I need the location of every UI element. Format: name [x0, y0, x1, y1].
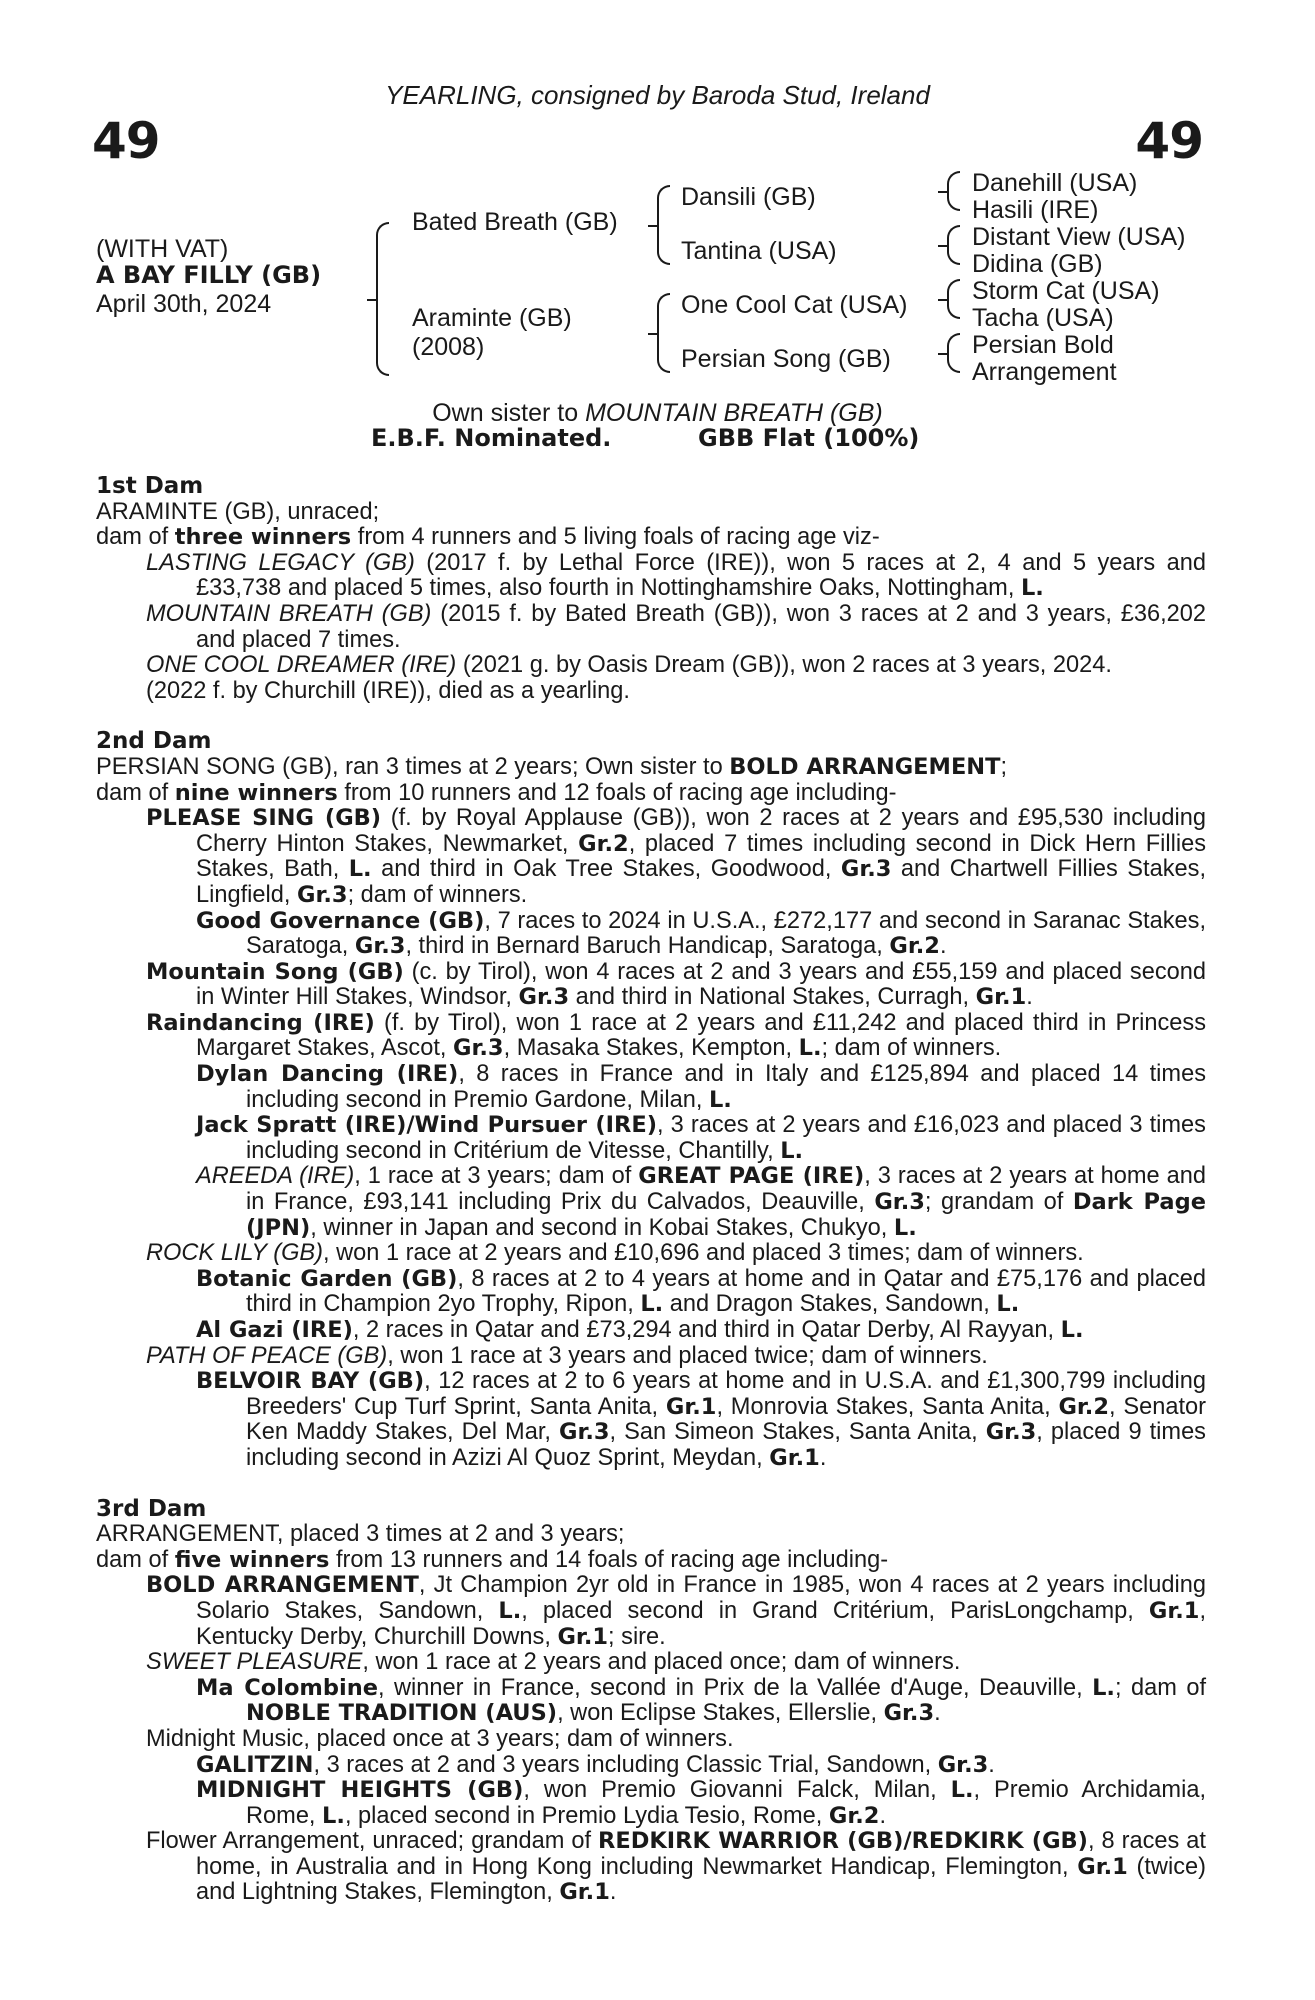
horse-name: A BAY FILLY (GB)	[96, 261, 322, 289]
family-entry	[96, 679, 1206, 705]
text-run: ARRANGEMENT, placed 3 times at 2 and 3 years;	[96, 1521, 625, 1548]
pedigree-dam-sire: One Cool Cat (USA)	[681, 291, 908, 319]
text-run: .	[988, 1751, 995, 1778]
pedigree-gen3-5: Storm Cat (USA)	[972, 277, 1160, 305]
family-entry	[96, 1573, 1206, 1650]
bold-text: Dylan Dancing (IRE)	[196, 1061, 459, 1088]
text-run: , Kentucky Derby, Churchill Downs,	[196, 1597, 1206, 1650]
bold-text: Gr.2	[1058, 1393, 1109, 1420]
bold-text: L.	[498, 1597, 522, 1624]
text-run: , Masaka Stakes, Kempton,	[503, 1035, 799, 1062]
text-run: , placed 7 times including second in Dick Hern Fillies Stakes, Bath,	[196, 830, 1206, 883]
bold-text: L.	[996, 1291, 1020, 1318]
bold-text: GALITZIN	[196, 1751, 314, 1778]
bold-text: Al Gazi (IRE)	[196, 1317, 353, 1343]
bold-text: PLEASE SING (GB)	[146, 805, 382, 832]
brace-persian-song	[947, 333, 960, 373]
text-run: and third in National Stakes, Curragh,	[569, 984, 976, 1011]
bold-text: BELVOIR BAY (GB)	[196, 1368, 425, 1395]
text-run: , placed second in Premio Lydia Tesio, Rome,	[344, 1802, 829, 1829]
text-run: , won 1 race at 2 years and placed once; dam of winners.	[362, 1649, 961, 1676]
family-details	[96, 474, 1206, 1906]
pedigree-gen3-2: Hasili (IRE)	[972, 196, 1099, 224]
text-run: , won 1 race at 2 years and £10,696 and placed 3 times; dam of winners.	[323, 1240, 1084, 1267]
text-run: , 3 races at 2 years at home and in France, £93,141 including Prix du Calvados, Deauville,	[246, 1163, 1207, 1216]
bold-text: REDKIRK WARRIOR (GB)/REDKIRK (GB)	[598, 1828, 1088, 1855]
italic-text: LASTING LEGACY (GB)	[146, 549, 415, 576]
own-sister-prefix: Own sister to	[432, 399, 586, 427]
pedigree-dam: Araminte (GB)	[412, 304, 572, 332]
family-entry	[96, 1727, 1206, 1753]
bold-text: L.	[1092, 1674, 1115, 1701]
bold-text: three winners	[174, 524, 352, 551]
text-run: , 12 races at 2 to 6 years at home and in U.S.A. and £1,300,799 including Breeders' Cup Turf Sprint, Santa Anita,	[246, 1368, 1207, 1420]
text-run: (f. by Tirol), won 1 race at 2 years and £11,242 and placed third in Princess Margaret Stakes, Ascot,	[196, 1009, 1206, 1062]
bold-text: NOBLE TRADITION (AUS)	[246, 1700, 558, 1727]
bold-text: L.	[1060, 1317, 1084, 1343]
bold-text: MIDNIGHT HEIGHTS (GB)	[196, 1777, 524, 1804]
bold-text: L.	[322, 1802, 345, 1829]
bold-text: GREAT PAGE (IRE)	[638, 1163, 865, 1190]
bold-text: Gr.2	[578, 830, 629, 857]
bold-text: Gr.1	[769, 1444, 820, 1471]
family-entry	[96, 1344, 1206, 1370]
family-entry	[96, 1676, 1206, 1727]
text-run: , Jt Champion 2yr old in France in 1985, won 4 races at 2 years including Solario Stakes, Sandown,	[196, 1572, 1206, 1624]
italic-text: AREEDA (IRE)	[196, 1163, 355, 1190]
brace-tantina	[947, 225, 960, 265]
text-run: , placed 9 times including second in Azizi Al Quoz Sprint, Meydan,	[246, 1419, 1206, 1471]
family-entry	[96, 1650, 1206, 1676]
bold-text: Good Governance (GB)	[196, 907, 485, 934]
bold-text: Gr.3	[518, 984, 570, 1011]
text-run: (2015 f. by Bated Breath (GB)), won 3 races at 2 and 3 years, £36,202 and placed 7 times.	[196, 600, 1206, 653]
third-dam-heading: 3rd Dam	[96, 1495, 207, 1522]
bold-text: BOLD ARRANGEMENT	[146, 1572, 419, 1599]
bold-text: L.	[780, 1137, 804, 1164]
family-entry	[96, 551, 1206, 602]
bold-text: Ma Colombine	[196, 1674, 378, 1701]
text-run: .	[609, 1879, 617, 1906]
second-dam-heading: 2nd Dam	[96, 728, 212, 755]
family-entry	[96, 1241, 1206, 1267]
family-entry	[96, 1369, 1206, 1471]
bold-text: Gr.2	[889, 933, 940, 960]
text-run: and Dragon Stakes, Sandown,	[663, 1291, 997, 1318]
bold-text: L.	[708, 1086, 732, 1113]
text-run: .	[879, 1802, 886, 1829]
family-entry	[96, 960, 1206, 1011]
family-entry	[96, 1753, 1206, 1779]
text-run: dam of	[96, 779, 175, 806]
bold-text: Gr.3	[874, 1189, 925, 1216]
text-run: ; dam of winners.	[347, 881, 528, 908]
bold-text: Gr.3	[453, 1035, 504, 1062]
text-run: , won Premio Giovanni Falck, Milan,	[523, 1777, 951, 1804]
pedigree-gen3-4: Didina (GB)	[972, 250, 1103, 278]
italic-text: ROCK LILY (GB)	[146, 1240, 324, 1267]
bold-text: L.	[640, 1291, 664, 1318]
family-entry	[96, 1548, 1206, 1574]
family-entry	[96, 525, 1206, 551]
bold-text: Jack Spratt (IRE)/Wind Pursuer (IRE)	[196, 1112, 657, 1139]
text-run: PERSIAN SONG (GB), ran 3 times at 2 years; Own sister to	[96, 753, 730, 780]
vat-note: (WITH VAT)	[96, 235, 229, 263]
bold-text: Gr.3	[937, 1751, 989, 1778]
pedigree-gen3-8: Arrangement	[972, 358, 1117, 386]
text-run: , won Eclipse Stakes, Ellerslie,	[557, 1700, 884, 1727]
lot-number-right: 49	[1135, 112, 1203, 170]
family-entry	[96, 1318, 1206, 1344]
text-run: , 7 races to 2024 in U.S.A., £272,177 and second in Saranac Stakes, Saratoga,	[246, 907, 1206, 960]
bold-text: BOLD ARRANGEMENT	[729, 753, 1001, 780]
bold-text: Gr.1	[557, 1623, 609, 1650]
brace-parents	[376, 222, 389, 376]
pedigree-dam-year: (2008)	[412, 333, 485, 361]
bold-text: five winners	[174, 1546, 330, 1573]
brace-dansili	[947, 171, 960, 211]
text-run: , placed second in Grand Critérium, ParisLongchamp,	[521, 1597, 1149, 1624]
bold-text: Gr.1	[1148, 1597, 1200, 1624]
bold-text: L.	[893, 1214, 917, 1241]
text-run: , winner in Japan and second in Kobai Stakes, Chukyo,	[310, 1214, 894, 1241]
bold-text: L.	[950, 1777, 974, 1804]
pedigree-gen3-1: Danehill (USA)	[972, 169, 1138, 197]
pedigree-gen3-7: Persian Bold	[972, 331, 1114, 359]
text-run: , 8 races at home, in Australia and in Hong Kong including Newmarket Handicap, Flemington,	[196, 1828, 1206, 1880]
text-run: and Chartwell Fillies Stakes, Lingfield,	[196, 856, 1206, 908]
italic-text: ONE COOL DREAMER (IRE)	[146, 652, 457, 679]
text-run: and third in Oak Tree Stakes, Goodwood,	[371, 856, 841, 883]
text-run: .	[934, 1700, 941, 1727]
family-entry	[96, 909, 1206, 960]
text-run: (f. by Royal Applause (GB)), won 2 races at 2 years and £95,530 including Cherry Hinton Stakes, Newmarket,	[196, 805, 1206, 857]
text-run: .	[939, 933, 947, 960]
family-entry	[96, 781, 1206, 807]
text-run: , won 1 race at 3 years and placed twice; dam of winners.	[387, 1342, 988, 1369]
text-run: (2021 g. by Oasis Dream (GB)), won 2 races at 3 years, 2024.	[456, 652, 1112, 679]
text-run: ; grandam of	[924, 1189, 1073, 1216]
text-run: (2017 f. by Lethal Force (IRE)), won 5 races at 2, 4 and 5 years and £33,738 and placed 5 times, also fourth in Nottinghamshire Oaks, Nottingham,	[196, 549, 1206, 602]
pedigree-gen3-3: Distant View (USA)	[972, 223, 1186, 251]
gbb-flat: GBB Flat (100%)	[698, 424, 920, 452]
family-entry	[96, 1113, 1206, 1164]
text-run: from 4 runners and 5 living foals of racing age viz-	[351, 524, 880, 551]
family-entry	[96, 1778, 1206, 1829]
bold-text: Gr.3	[558, 1419, 610, 1446]
bold-text: L.	[348, 856, 372, 883]
bold-text: Gr.1	[559, 1879, 610, 1906]
pedigree-sire-sire: Dansili (GB)	[681, 183, 816, 211]
pedigree-dam-dam: Persian Song (GB)	[681, 345, 891, 373]
text-run: from 10 runners and 12 foals of racing age including-	[337, 779, 897, 806]
bold-text: Gr.1	[1077, 1853, 1128, 1880]
pedigree-sire: Bated Breath (GB)	[412, 208, 618, 236]
bold-text: Gr.3	[985, 1419, 1037, 1446]
bold-text: Dark Page (JPN)	[246, 1189, 1206, 1241]
text-run: , Monrovia Stakes, Santa Anita,	[716, 1393, 1059, 1420]
text-run: , 3 races at 2 years and £16,023 and placed 3 times including second in Critérium de Vitesse, Chantilly,	[246, 1112, 1206, 1164]
text-run: (c. by Tirol), won 4 races at 2 and 3 years and £55,159 and placed second in Winter Hill Stakes, Windsor,	[196, 958, 1206, 1011]
family-entry	[96, 1522, 1206, 1548]
family-entry	[96, 1011, 1206, 1062]
family-entry	[96, 806, 1206, 908]
family-entry	[96, 602, 1206, 653]
text-run: , 8 races at 2 to 4 years at home and in Qatar and £75,176 and placed third in Champion 2yo Trophy, Ripon,	[246, 1265, 1206, 1318]
foaling-date: April 30th, 2024	[96, 290, 272, 318]
family-entry	[96, 1062, 1206, 1113]
text-run: , Premio Archidamia, Rome,	[246, 1777, 1206, 1829]
family-entry	[96, 653, 1206, 679]
text-run: .	[1026, 984, 1033, 1011]
bold-text: Gr.3	[883, 1700, 935, 1727]
bold-text: Gr.3	[840, 856, 892, 883]
pedigree-sire-dam: Tantina (USA)	[681, 237, 837, 265]
italic-text: SWEET PLEASURE	[146, 1649, 363, 1676]
text-run: , winner in France, second in Prix de la Vallée d'Auge, Deauville,	[377, 1674, 1093, 1701]
consignment-line: YEARLING, consigned by Baroda Stud, Ireland	[385, 80, 930, 110]
first-dam-section	[96, 500, 1206, 705]
text-run: , Senator Ken Maddy Stakes, Del Mar,	[246, 1393, 1206, 1446]
bold-text: Gr.1	[665, 1393, 717, 1420]
family-entry	[96, 755, 1206, 781]
bold-text: Gr.1	[975, 984, 1027, 1011]
lot-number-left: 49	[92, 112, 160, 170]
text-run: .	[819, 1444, 827, 1471]
bold-text: Gr.3	[297, 881, 348, 908]
text-run: , 8 races in France and in Italy and £125,894 and placed 14 times including second in Premio Gardone, Milan,	[246, 1061, 1206, 1113]
bold-text: Mountain Song (GB)	[146, 958, 404, 985]
bold-text: Gr.3	[354, 933, 406, 960]
bold-text: Gr.2	[828, 1802, 880, 1829]
text-run: from 13 runners and 14 foals of racing age including-	[329, 1546, 889, 1573]
bold-text: L.	[798, 1035, 822, 1062]
own-sister-name: MOUNTAIN BREATH (GB)	[585, 399, 883, 427]
family-entry	[96, 1267, 1206, 1318]
text-run: , 2 races in Qatar and £73,294 and third in Qatar Derby, Al Rayyan,	[352, 1317, 1061, 1343]
text-run: ; sire.	[608, 1623, 666, 1650]
text-run: ; dam of winners.	[821, 1035, 1002, 1062]
own-sister-note	[0, 399, 1315, 428]
text-run: ; dam of	[1114, 1674, 1206, 1701]
family-entry	[96, 1164, 1206, 1241]
text-run: Midnight Music, placed once at 3 years; dam of winners.	[146, 1725, 734, 1752]
text-run: ;	[1000, 753, 1008, 780]
text-run: (twice) and Lightning Stakes, Flemington,	[196, 1853, 1206, 1906]
italic-text: PATH OF PEACE (GB)	[146, 1342, 388, 1369]
ebf-nomination: E.B.F. Nominated.	[371, 424, 612, 452]
bold-text: Botanic Garden (GB)	[196, 1265, 458, 1292]
text-run: , San Simeon Stakes, Santa Anita,	[609, 1419, 986, 1446]
text-run: dam of	[96, 524, 175, 551]
third-dam-section	[96, 1522, 1206, 1906]
brace-one-cool-cat	[947, 279, 960, 319]
text-run: , 3 races at 2 and 3 years including Classic Trial, Sandown,	[313, 1751, 938, 1778]
bold-text: nine winners	[174, 779, 338, 806]
bold-text: L.	[1020, 575, 1044, 602]
pedigree-gen3-6: Tacha (USA)	[972, 304, 1114, 332]
text-run: Flower Arrangement, unraced; grandam of	[146, 1828, 598, 1855]
first-dam-heading: 1st Dam	[96, 473, 204, 499]
text-run: , 1 race at 3 years; dam of	[354, 1163, 639, 1190]
text-run: (2022 f. by Churchill (IRE)), died as a yearling.	[146, 677, 630, 704]
second-dam-section	[96, 755, 1206, 1472]
brace-dam	[657, 293, 670, 373]
family-entry	[96, 1829, 1206, 1906]
text-run: , third in Bernard Baruch Handicap, Saratoga,	[405, 933, 890, 960]
bold-text: Raindancing (IRE)	[146, 1009, 375, 1036]
italic-text: MOUNTAIN BREATH (GB)	[146, 600, 432, 627]
text-run: dam of	[96, 1546, 175, 1573]
brace-sire	[657, 185, 670, 265]
text-run: ARAMINTE (GB), unraced;	[96, 498, 380, 525]
family-entry	[96, 500, 1206, 526]
